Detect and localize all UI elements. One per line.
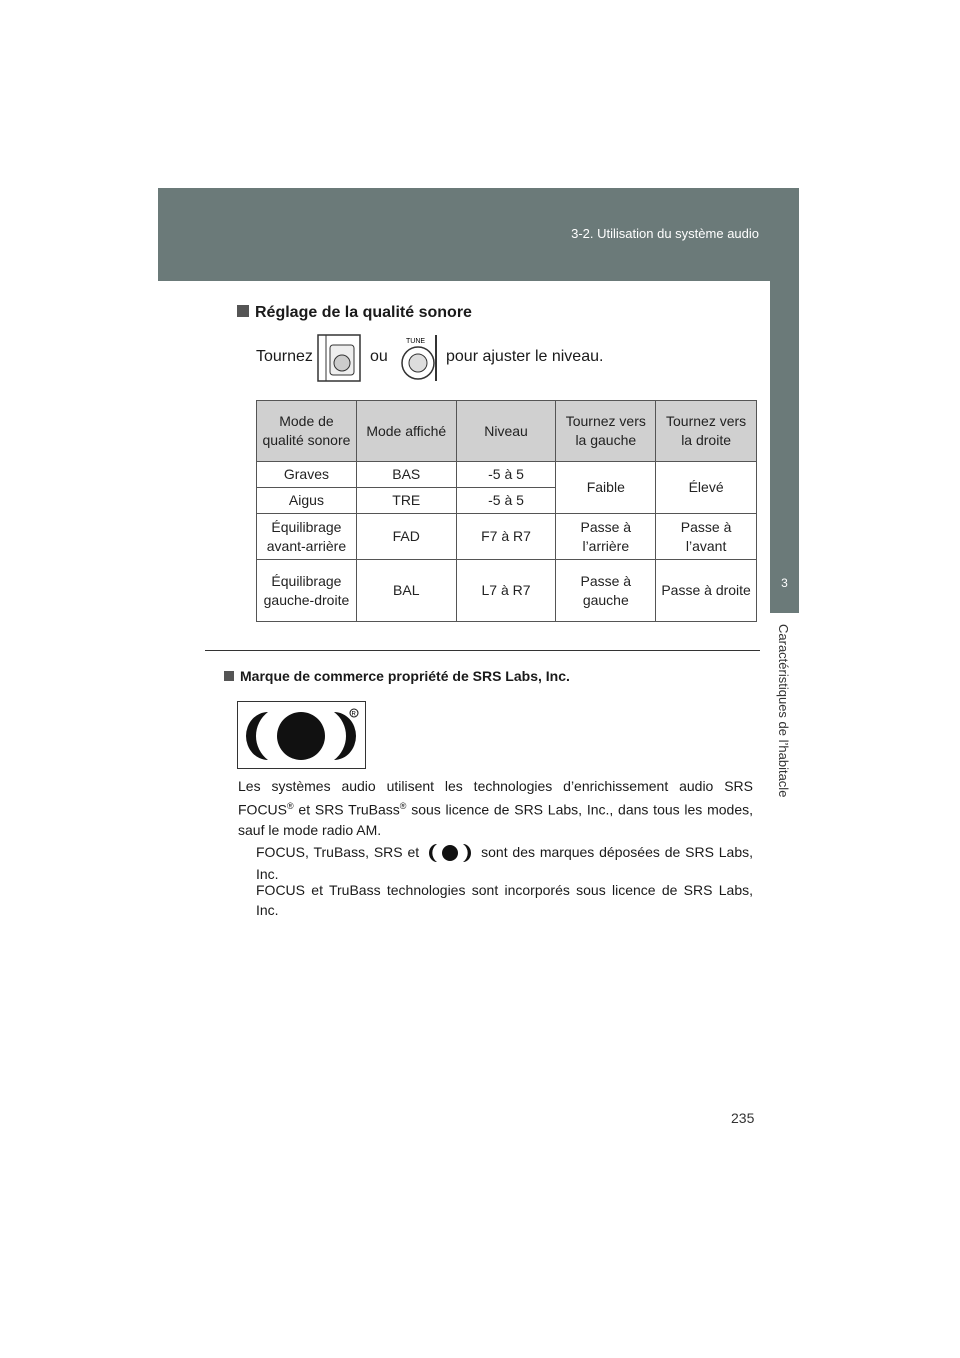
tune-file-knob-icon <box>316 333 362 383</box>
p1-text-c: sous licence de SRS Labs, Inc., dans tous les modes, sauf le mode radio AM. <box>238 801 753 838</box>
table-header-row <box>257 401 757 462</box>
p1-text-a: Les systèmes audio utilisent les technologies d’enrichissement audio SRS FOCUS <box>238 778 753 818</box>
p1-text-b: et SRS TruBass <box>293 801 400 818</box>
table-cell: TRE <box>356 488 456 514</box>
header-cell: Mode affiché <box>356 401 456 462</box>
section2-heading <box>224 668 570 684</box>
table-cell: Graves <box>257 462 357 488</box>
srs-logo-icon <box>237 701 366 769</box>
header-cell: Niveau <box>456 401 556 462</box>
paragraph-2 <box>256 842 753 884</box>
chapter-tab[interactable]: 3 <box>770 553 799 613</box>
section1-title: Réglage de la qualité sonore <box>255 304 472 321</box>
table-cell: Équilibrage gauche-droite <box>257 560 357 622</box>
table-cell: Passe à gauche <box>556 560 656 622</box>
section-title: 3-2. Utilisation du système audio <box>571 226 759 241</box>
p2-text-a: FOCUS, TruBass, SRS et <box>256 844 420 860</box>
table-cell: L7 à R7 <box>456 560 556 622</box>
table-cell: Élevé <box>656 462 757 514</box>
paragraph-1 <box>238 776 753 840</box>
table-cell: Faible <box>556 462 656 514</box>
section-divider <box>205 650 760 651</box>
paragraph-3: FOCUS et TruBass technologies sont incorporés sous licence de SRS Labs, Inc. <box>256 882 753 918</box>
p2-text-b: sont des marques déposées de SRS Labs, Inc. <box>256 844 753 883</box>
table-row <box>257 462 757 488</box>
registered-mark: ® <box>399 801 407 811</box>
tune-file-knob-icon-2 <box>394 333 440 383</box>
registered-mark: ® <box>287 801 294 811</box>
header-cell: Tournez vers la gauche <box>556 401 656 462</box>
table-cell: BAL <box>356 560 456 622</box>
page-number: 235 <box>731 1110 755 1126</box>
table-cell: FAD <box>356 514 456 560</box>
chapter-label <box>770 618 799 848</box>
table-cell: -5 à 5 <box>456 488 556 514</box>
table-cell: BAS <box>356 462 456 488</box>
table-cell: Passe à droite <box>656 560 757 622</box>
svg-text:R: R <box>351 711 356 718</box>
table-cell: Passe à l’arrière <box>556 514 656 560</box>
bullet-square-icon <box>237 305 249 317</box>
table-cell: Équilibrage avant-arrière <box>257 514 357 560</box>
table-row <box>257 560 757 622</box>
svg-text:TUNE: TUNE <box>406 338 426 345</box>
instruction-mid: ou <box>370 348 388 365</box>
header-cell: Mode de qualité sonore <box>257 401 357 462</box>
section1-heading <box>237 304 472 322</box>
table-cell: Passe à l’avant <box>656 514 757 560</box>
side-band <box>770 281 799 553</box>
chapter-label-text: Caractéristiques de l’habitacle <box>776 624 791 798</box>
header-cell: Tournez vers la droite <box>656 401 757 462</box>
instruction-pre: Tournez <box>256 348 313 365</box>
table-cell: -5 à 5 <box>456 462 556 488</box>
bullet-square-icon <box>224 671 234 681</box>
sound-quality-table <box>256 400 757 622</box>
table-cell: Aigus <box>257 488 357 514</box>
header-band <box>158 188 799 281</box>
table-cell: F7 à R7 <box>456 514 556 560</box>
section2-title: Marque de commerce propriété de SRS Labs, Inc. <box>240 668 570 684</box>
table-row <box>257 514 757 560</box>
srs-inline-logo-icon <box>425 842 475 864</box>
instruction-post: pour ajuster le niveau. <box>446 348 604 365</box>
